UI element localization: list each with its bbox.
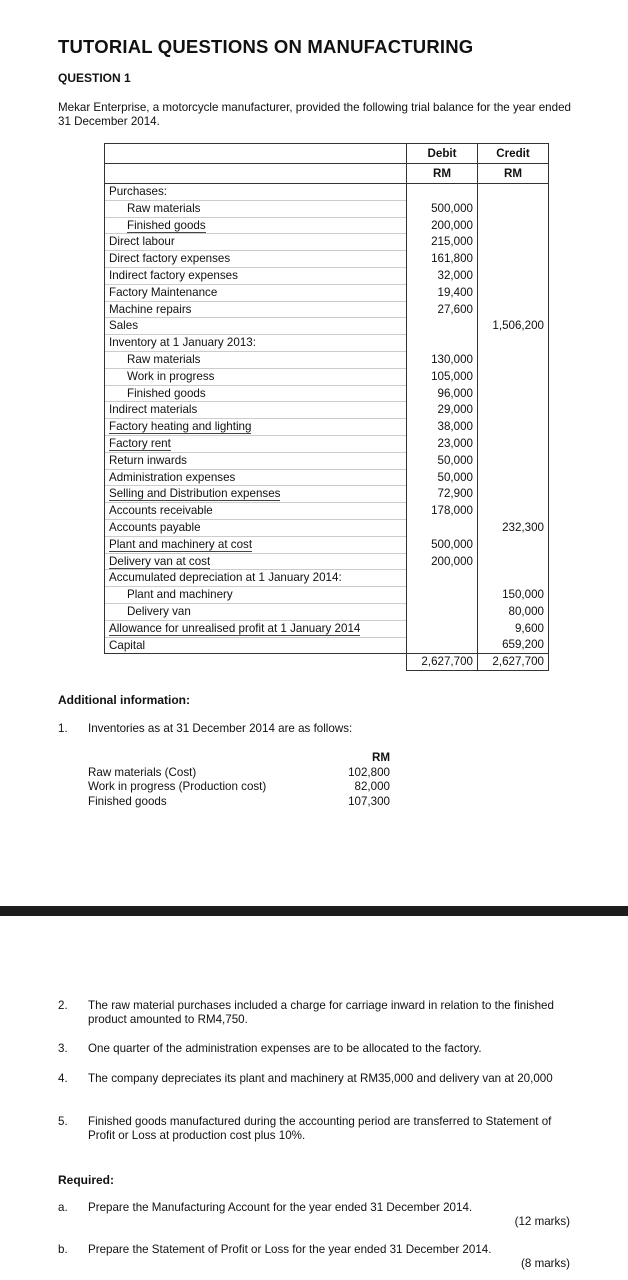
account-label: Inventory at 1 January 2013:	[109, 336, 256, 350]
account-label: Capital	[109, 638, 146, 652]
account-label: Delivery van	[127, 604, 191, 618]
credit-amount	[478, 251, 549, 268]
credit-unit: RM	[478, 164, 549, 184]
table-unit-row	[105, 164, 549, 184]
debit-header: Debit	[407, 144, 478, 164]
account-name	[105, 335, 407, 352]
credit-amount	[478, 570, 549, 587]
debit-amount: 105,000	[407, 368, 478, 385]
account-label: Accounts receivable	[109, 504, 213, 518]
account-name	[105, 217, 407, 234]
table-header-row	[105, 144, 549, 164]
header-blank	[105, 144, 407, 164]
intro-paragraph: Mekar Enterprise, a motorcycle manufacturer, provided the following trial balance for the year ended 31 December 2014.	[58, 101, 571, 128]
table-row	[105, 637, 549, 654]
table-row	[105, 587, 549, 604]
account-name	[105, 200, 407, 217]
credit-amount	[478, 351, 549, 368]
table-row	[105, 318, 549, 335]
debit-amount: 500,000	[407, 536, 478, 553]
account-name	[105, 368, 407, 385]
credit-amount	[478, 486, 549, 503]
account-name	[105, 385, 407, 402]
debit-amount: 178,000	[407, 503, 478, 520]
account-label: Indirect factory expenses	[109, 268, 238, 282]
debit-amount	[407, 335, 478, 352]
credit-amount	[478, 503, 549, 520]
credit-amount	[478, 536, 549, 553]
table-row	[105, 184, 549, 201]
debit-amount: 215,000	[407, 234, 478, 251]
debit-amount: 200,000	[407, 217, 478, 234]
question-heading: QUESTION 1	[58, 71, 131, 85]
item-text: Inventories as at 31 December 2014 are as follows:	[88, 722, 353, 735]
credit-amount	[478, 217, 549, 234]
debit-amount: 29,000	[407, 402, 478, 419]
account-name	[105, 351, 407, 368]
table-row	[88, 780, 390, 795]
debit-amount: 38,000	[407, 419, 478, 436]
account-label: Factory rent	[109, 436, 171, 450]
account-name	[105, 603, 407, 620]
total-debit: 2,627,700	[407, 654, 478, 671]
credit-amount	[478, 335, 549, 352]
account-name	[105, 536, 407, 553]
account-name	[105, 301, 407, 318]
inventory-label: Finished goods	[88, 794, 167, 808]
credit-amount	[478, 284, 549, 301]
debit-amount: 50,000	[407, 469, 478, 486]
credit-header: Credit	[478, 144, 549, 164]
account-name	[105, 402, 407, 419]
item-text: Finished goods manufactured during the accounting period are transferred to Statement of Profit or Loss at production cost plus 10%.	[88, 1115, 552, 1142]
account-name	[105, 553, 407, 570]
debit-amount: 23,000	[407, 435, 478, 452]
credit-amount	[478, 301, 549, 318]
debit-amount: 96,000	[407, 385, 478, 402]
credit-amount	[478, 234, 549, 251]
account-name	[105, 251, 407, 268]
inventory-value: 102,800	[348, 765, 390, 779]
inventory-label: Raw materials (Cost)	[88, 765, 197, 779]
account-label: Return inwards	[109, 453, 187, 467]
task-marks: (8 marks)	[521, 1257, 570, 1270]
account-label: Purchases:	[109, 185, 167, 198]
table-row	[105, 301, 549, 318]
table-row	[105, 435, 549, 452]
account-label: Finished goods	[127, 386, 206, 400]
inventories-header-blank	[88, 751, 338, 766]
account-name	[105, 184, 407, 201]
debit-amount: 500,000	[407, 200, 478, 217]
trial-balance-body	[105, 184, 549, 654]
account-name	[105, 486, 407, 503]
table-row	[105, 385, 549, 402]
credit-amount: 9,600	[478, 620, 549, 637]
inventory-label: Work in progress (Production cost)	[88, 780, 267, 793]
item-number: 3.	[58, 1042, 68, 1055]
credit-amount: 150,000	[478, 587, 549, 604]
table-row	[105, 486, 549, 503]
account-label: Direct labour	[109, 235, 175, 249]
credit-amount	[478, 184, 549, 201]
debit-amount	[407, 318, 478, 335]
account-label: Selling and Distribution expenses	[109, 487, 281, 501]
debit-amount	[407, 620, 478, 637]
required-heading: Required:	[58, 1173, 115, 1187]
account-label: Administration expenses	[109, 470, 236, 484]
table-row	[105, 570, 549, 587]
debit-amount: 161,800	[407, 251, 478, 268]
additional-info-heading: Additional information:	[58, 693, 190, 707]
item-text: One quarter of the administration expenses are to be allocated to the factory.	[88, 1042, 482, 1055]
page-divider	[0, 906, 628, 916]
debit-amount: 32,000	[407, 267, 478, 284]
debit-amount	[407, 570, 478, 587]
account-name	[105, 452, 407, 469]
debit-amount: 200,000	[407, 553, 478, 570]
account-label: Allowance for unrealised profit at 1 January 2014	[109, 621, 361, 635]
table-row	[88, 766, 390, 781]
account-name	[105, 318, 407, 335]
debit-amount	[407, 603, 478, 620]
table-row	[105, 419, 549, 436]
account-label: Plant and machinery at cost	[109, 537, 253, 551]
credit-amount	[478, 553, 549, 570]
credit-amount: 80,000	[478, 603, 549, 620]
account-name	[105, 519, 407, 536]
task-letter: a.	[58, 1201, 68, 1214]
item-text: The company depreciates its plant and machinery at RM35,000 and delivery van at 20,000	[88, 1072, 553, 1085]
totals-blank	[105, 654, 407, 671]
inventory-value: 82,000	[354, 780, 390, 793]
account-name	[105, 469, 407, 486]
account-name	[105, 587, 407, 604]
account-name	[105, 435, 407, 452]
account-label: Indirect materials	[109, 403, 198, 417]
credit-amount	[478, 200, 549, 217]
debit-amount: 19,400	[407, 284, 478, 301]
debit-amount	[407, 587, 478, 604]
table-row	[105, 603, 549, 620]
credit-amount	[478, 402, 549, 419]
table-row	[105, 251, 549, 268]
credit-amount: 1,506,200	[478, 318, 549, 335]
task-text: Prepare the Manufacturing Account for the year ended 31 December 2014.	[88, 1201, 473, 1214]
account-label: Work in progress	[127, 369, 215, 383]
table-row	[105, 553, 549, 570]
account-name	[105, 419, 407, 436]
table-row	[105, 267, 549, 284]
account-label: Factory heating and lighting	[109, 420, 252, 434]
item-number: 1.	[58, 722, 68, 735]
account-label: Machine repairs	[109, 302, 192, 316]
totals-row	[105, 654, 549, 671]
credit-amount: 659,200	[478, 637, 549, 654]
table-row	[105, 217, 549, 234]
item-number: 2.	[58, 999, 68, 1012]
table-row	[105, 536, 549, 553]
task-text: Prepare the Statement of Profit or Loss for the year ended 31 December 2014.	[88, 1243, 492, 1256]
account-name	[105, 284, 407, 301]
unit-blank	[105, 164, 407, 184]
account-label: Plant and machinery	[127, 588, 233, 602]
credit-amount	[478, 435, 549, 452]
credit-amount	[478, 368, 549, 385]
credit-amount	[478, 452, 549, 469]
account-name	[105, 637, 407, 654]
trial-balance-table	[104, 143, 549, 671]
table-row	[88, 795, 390, 810]
credit-amount	[478, 267, 549, 284]
account-label: Raw materials	[127, 201, 201, 215]
table-row	[105, 335, 549, 352]
debit-amount: 130,000	[407, 351, 478, 368]
account-label: Delivery van at cost	[109, 554, 211, 568]
task-letter: b.	[58, 1243, 68, 1256]
inventories-unit: RM	[371, 751, 390, 764]
account-label: Direct factory expenses	[109, 252, 231, 266]
item-number: 4.	[58, 1072, 68, 1085]
table-row	[105, 469, 549, 486]
table-row	[105, 503, 549, 520]
credit-amount	[478, 469, 549, 486]
table-row	[105, 368, 549, 385]
table-row	[105, 284, 549, 301]
table-row	[105, 519, 549, 536]
item-text: The raw material purchases included a charge for carriage inward in relation to the finished product amounted to RM4,750.	[88, 999, 554, 1026]
credit-amount	[478, 419, 549, 436]
account-name	[105, 570, 407, 587]
account-label: Accumulated depreciation at 1 January 2014:	[109, 571, 342, 585]
credit-amount	[478, 385, 549, 402]
account-label: Sales	[109, 319, 139, 333]
account-label: Accounts payable	[109, 520, 201, 534]
account-label: Raw materials	[127, 352, 201, 366]
account-label: Factory Maintenance	[109, 285, 218, 299]
page-title: TUTORIAL QUESTIONS ON MANUFACTURING	[58, 36, 474, 57]
account-name	[105, 503, 407, 520]
table-row	[105, 200, 549, 217]
task-marks: (12 marks)	[514, 1215, 570, 1228]
table-row	[105, 351, 549, 368]
table-row	[105, 620, 549, 637]
credit-amount: 232,300	[478, 519, 549, 536]
debit-amount: 27,600	[407, 301, 478, 318]
account-name	[105, 234, 407, 251]
inventories-table	[88, 751, 390, 809]
debit-amount	[407, 519, 478, 536]
inventories-header-row	[88, 751, 390, 766]
debit-amount	[407, 637, 478, 654]
account-label: Finished goods	[127, 218, 206, 232]
debit-amount	[407, 184, 478, 201]
item-number: 5.	[58, 1115, 68, 1128]
debit-unit: RM	[407, 164, 478, 184]
account-name	[105, 620, 407, 637]
total-credit: 2,627,700	[478, 654, 549, 671]
account-name	[105, 267, 407, 284]
inventory-value: 107,300	[348, 794, 390, 808]
debit-amount: 50,000	[407, 452, 478, 469]
table-row	[105, 234, 549, 251]
table-row	[105, 402, 549, 419]
table-row	[105, 452, 549, 469]
debit-amount: 72,900	[407, 486, 478, 503]
